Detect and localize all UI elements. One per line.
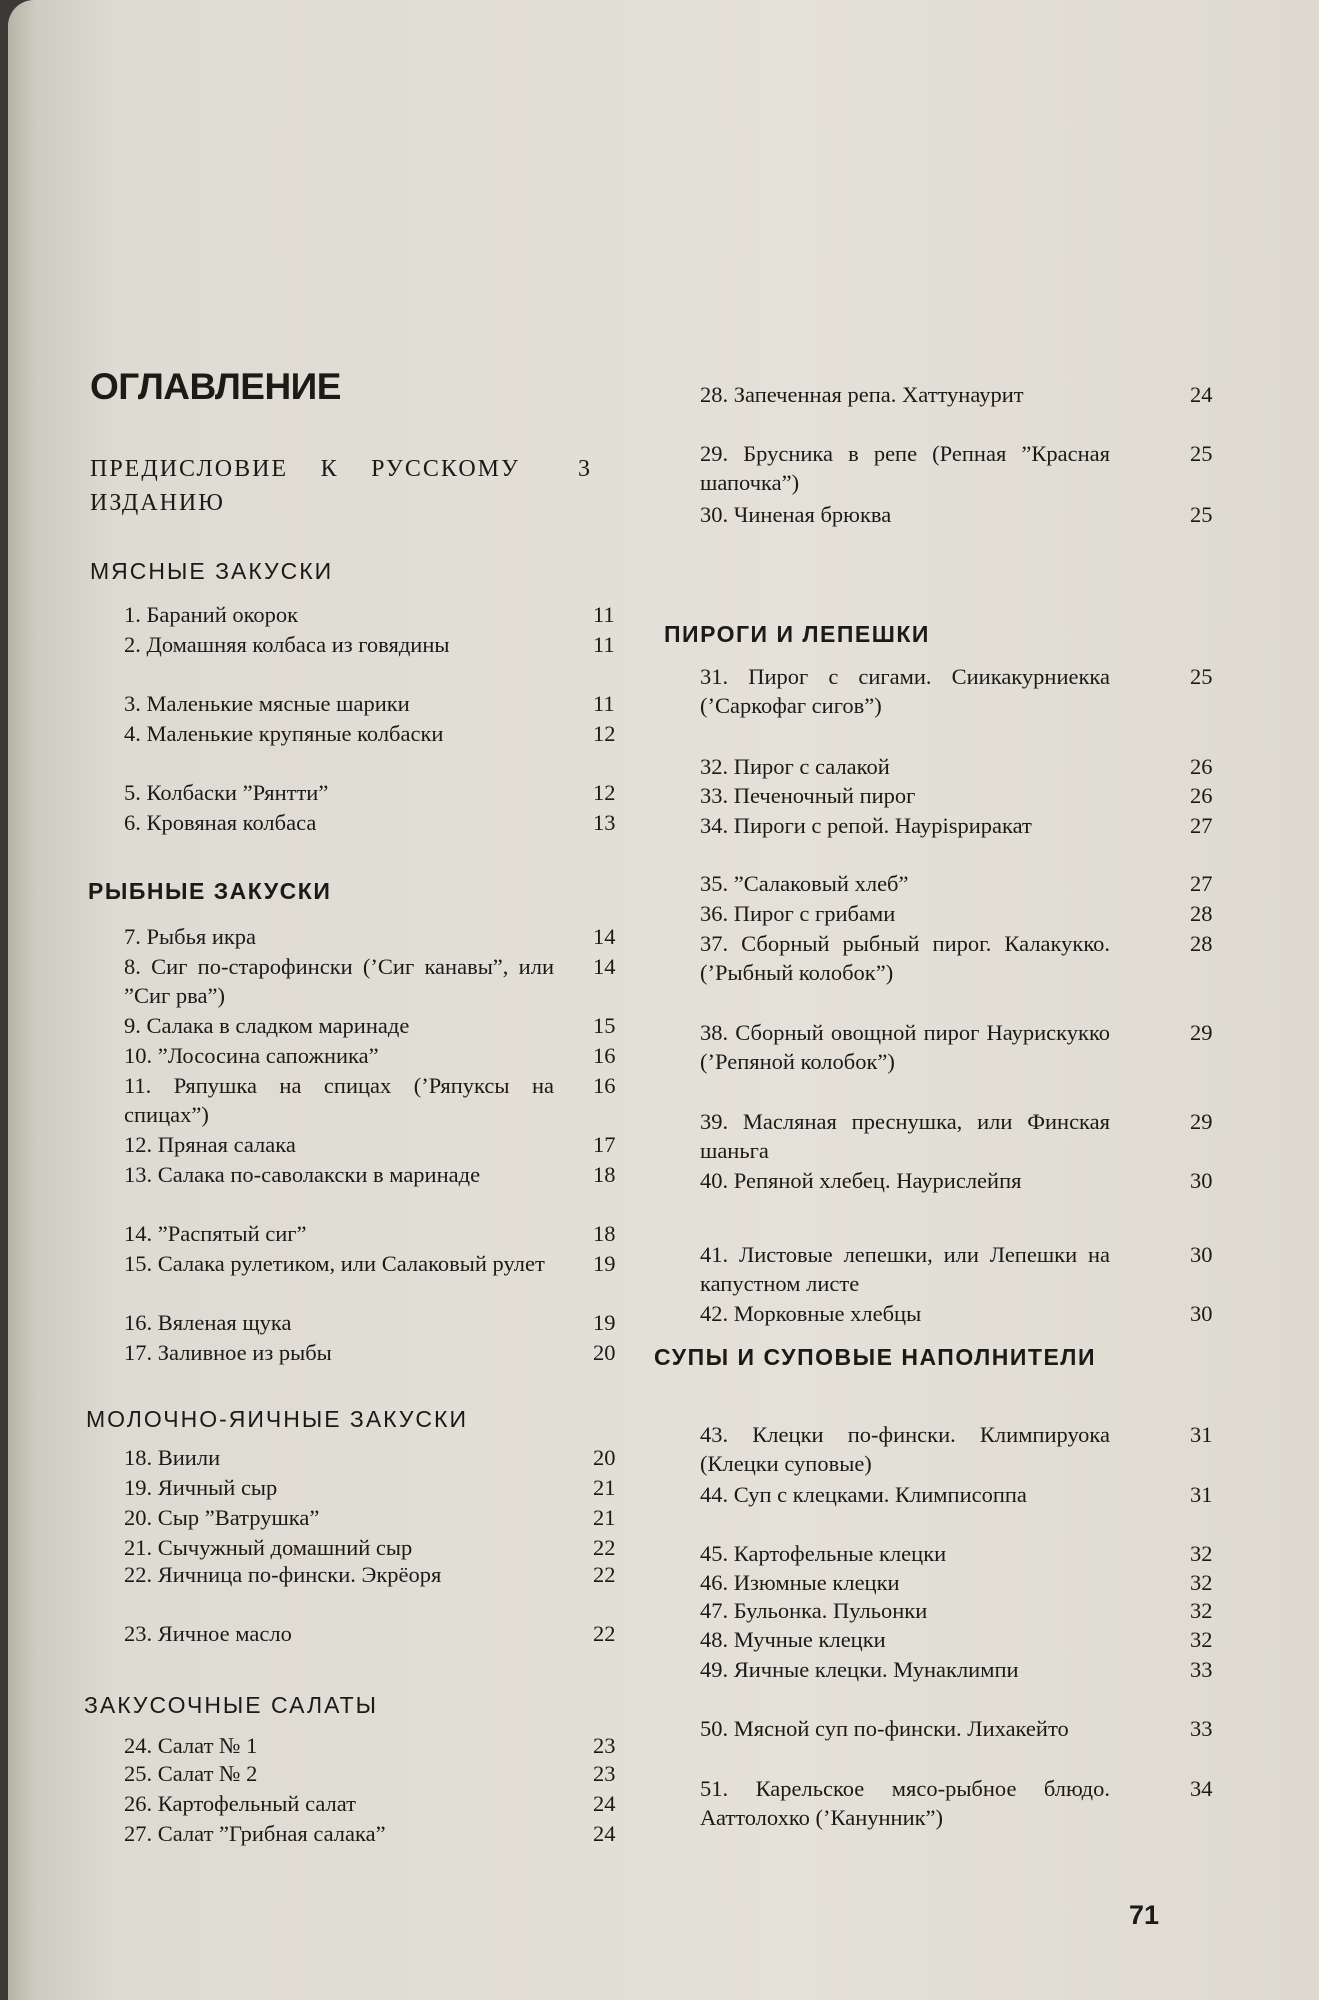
entry-page: 25: [1190, 664, 1213, 689]
entry-title: 2. Домашняя колбаса из говядины: [124, 632, 450, 657]
entry-page: 27: [1190, 813, 1213, 838]
preface-entry: [90, 452, 590, 520]
entry-page: 13: [593, 810, 616, 835]
entry-title: 50. Мясной суп по-фински. Лихакейто: [700, 1716, 1069, 1741]
entry-title: 35. ”Салаковый хлеб”: [700, 871, 909, 896]
entry-title: 12. Пряная салака: [124, 1132, 296, 1157]
entry-title: 9. Салака в сладком маринаде: [124, 1013, 410, 1038]
entry-title: 32. Пирог с салакой: [700, 754, 890, 779]
entry-title: 11. Ряпушка на спицах (’Ряпуксы на спицах”): [124, 1073, 554, 1127]
entry-page: 23: [593, 1733, 616, 1758]
section-heading-meat: МЯСНЫЕ ЗАКУСКИ: [90, 558, 334, 584]
entry-title: 31. Пирог с сигами. Сиикакурниекка (’Саркофаг сигов”): [700, 664, 1110, 718]
entry-page: 33: [1190, 1657, 1213, 1682]
entry-title: 37. Сборный рыбный пирог. Калакукко. (’Рыбный колобок”): [700, 931, 1110, 985]
section-heading-salads: ЗАКУСОЧНЫЕ САЛАТЫ: [84, 1692, 379, 1718]
entry-title: 39. Масляная преснушка, или Финская шаньга: [700, 1109, 1110, 1163]
entry-title: 48. Мучные клецки: [700, 1627, 886, 1652]
entry-title: 17. Заливное из рыбы: [124, 1340, 332, 1365]
entry-title: 14. ”Распятый сиг”: [124, 1221, 307, 1246]
entry-page: 32: [1190, 1627, 1213, 1652]
entry-page: 30: [1190, 1242, 1213, 1267]
entry-page: 17: [593, 1132, 616, 1157]
entry-page: 24: [593, 1791, 616, 1816]
entry-page: 26: [1190, 754, 1213, 779]
entry-page: 11: [593, 602, 615, 627]
entry-page: 32: [1190, 1541, 1213, 1566]
entry-page: 27: [1190, 871, 1213, 896]
entry-title: 21. Сычужный домашний сыр: [124, 1535, 413, 1560]
entry-title: 24. Салат № 1: [124, 1733, 258, 1758]
entry-title: 38. Сборный овощной пирог Наурискукко (’Репяной колобок”): [700, 1020, 1110, 1074]
entry-title: 40. Репяной хлебец. Наурислейпя: [700, 1168, 1022, 1193]
entry-page: 20: [593, 1445, 616, 1470]
entry-page: 19: [593, 1310, 616, 1335]
entry-title: 7. Рыбья икра: [124, 924, 257, 949]
entry-page: 19: [593, 1251, 616, 1276]
entry-title: 15. Салака рулетиком, или Салаковый рулет: [124, 1251, 545, 1276]
entry-page: 33: [1190, 1716, 1213, 1741]
entry-page: 11: [593, 691, 615, 716]
entry-page: 28: [1190, 901, 1213, 926]
section-heading-dairy: МОЛОЧНО-ЯИЧНЫЕ ЗАКУСКИ: [86, 1406, 468, 1432]
entry-page: 28: [1190, 931, 1213, 956]
entry-page: 18: [593, 1221, 616, 1246]
entry-page: 22: [593, 1562, 616, 1587]
entry-title: 27. Салат ”Грибная салака”: [124, 1821, 386, 1846]
entry-page: 20: [593, 1340, 616, 1365]
entry-page: 24: [593, 1821, 616, 1846]
entry-page: 31: [1190, 1422, 1213, 1447]
entry-title: 5. Колбаски ”Рянтти”: [124, 780, 329, 805]
entry-page: 32: [1190, 1598, 1213, 1623]
entry-title: 13. Салака по-саволакски в маринаде: [124, 1162, 481, 1187]
entry-title: 47. Бульонка. Пульонки: [700, 1598, 928, 1623]
entry-page: 15: [593, 1013, 616, 1038]
entry-title: 44. Суп с клецками. Климписоппа: [700, 1482, 1027, 1507]
entry-title: 4. Маленькие крупяные колбаски: [124, 721, 444, 746]
entry-page: 21: [593, 1505, 616, 1530]
entry-page: 11: [593, 632, 615, 657]
entry-title: 51. Карельское мясо-рыбное блюдо. Ааттолохко (’Канунник”): [700, 1776, 1110, 1830]
entry-title: 46. Изюмные клецки: [700, 1570, 900, 1595]
entry-title: 34. Пироги с репой. Наурispиракат: [700, 813, 1032, 838]
entry-title: ПРЕДИСЛОВИЕ К РУССКОМУ ИЗДАНИЮ: [90, 456, 520, 516]
entry-page: 18: [593, 1162, 616, 1187]
entry-page: 23: [593, 1761, 616, 1786]
entry-title: 10. ”Лососина сапожника”: [124, 1043, 379, 1068]
entry-title: 19. Яичный сыр: [124, 1475, 278, 1500]
entry-title: 42. Морковные хлебцы: [700, 1301, 922, 1326]
page-number: 71: [1129, 1900, 1160, 1930]
entry-page: 16: [593, 1073, 616, 1098]
entry-page: 31: [1190, 1482, 1213, 1507]
entry-title: 29. Брусника в репе (Репная ”Красная шапочка”): [700, 441, 1110, 495]
entry-page: 22: [593, 1621, 616, 1646]
entry-title: 33. Печеночный пирог: [700, 783, 916, 808]
entry-title: 25. Салат № 2: [124, 1761, 258, 1786]
entry-page: 12: [593, 780, 616, 805]
entry-page: 34: [1190, 1776, 1213, 1801]
entry-title: 16. Вяленая щука: [124, 1310, 292, 1335]
entry-title: 45. Картофельные клецки: [700, 1541, 947, 1566]
page-title: ОГЛАВЛЕНИЕ: [90, 366, 341, 407]
entry-page: 12: [593, 721, 616, 746]
book-page: [8, 0, 1319, 2000]
entry-page: 30: [1190, 1301, 1213, 1326]
entry-page: 21: [593, 1475, 616, 1500]
entry-title: 20. Сыр ”Ватрушка”: [124, 1505, 320, 1530]
section-heading-soups: СУПЫ И СУПОВЫЕ НАПОЛНИТЕЛИ: [654, 1344, 1096, 1370]
entry-page: 30: [1190, 1168, 1213, 1193]
entry-title: 28. Запеченная репа. Хаттунаурит: [700, 382, 1024, 407]
entry-title: 30. Чиненая брюква: [700, 502, 892, 527]
entry-page: 25: [1190, 441, 1213, 466]
entry-page: 14: [593, 954, 616, 979]
entry-page: 26: [1190, 783, 1213, 808]
entry-page: 25: [1190, 502, 1213, 527]
entry-page: 16: [593, 1043, 616, 1068]
section-heading-fish: РЫБНЫЕ ЗАКУСКИ: [88, 878, 332, 904]
entry-title: 3. Маленькие мясные шарики: [124, 691, 410, 716]
entry-page: 29: [1190, 1020, 1213, 1045]
entry-page: 32: [1190, 1570, 1213, 1595]
entry-title: 22. Яичница по-фински. Экрёоря: [124, 1562, 442, 1587]
entry-title: 26. Картофельный салат: [124, 1791, 356, 1816]
entry-title: 18. Виили: [124, 1445, 221, 1470]
entry-page: 3: [578, 456, 590, 482]
entry-title: 43. Клецки по-фински. Климпируока (Клецки суповые): [700, 1422, 1110, 1476]
entry-page: 22: [593, 1535, 616, 1560]
section-heading-pies: ПИРОГИ И ЛЕПЕШКИ: [664, 621, 930, 647]
entry-title: 1. Бараний окорок: [124, 602, 299, 627]
entry-title: 41. Листовые лепешки, или Лепешки на капустном листе: [700, 1242, 1110, 1296]
entry-title: 23. Яичное масло: [124, 1621, 292, 1646]
entry-title: 36. Пирог с грибами: [700, 901, 896, 926]
entry-title: 6. Кровяная колбаса: [124, 810, 317, 835]
entry-page: 14: [593, 924, 616, 949]
entry-page: 29: [1190, 1109, 1213, 1134]
entry-page: 24: [1190, 382, 1213, 407]
entry-title: 8. Сиг по-старофински (’Сиг канавы”, или ”Сиг рва”): [124, 954, 554, 1008]
entry-title: 49. Яичные клецки. Мунаклимпи: [700, 1657, 1019, 1682]
